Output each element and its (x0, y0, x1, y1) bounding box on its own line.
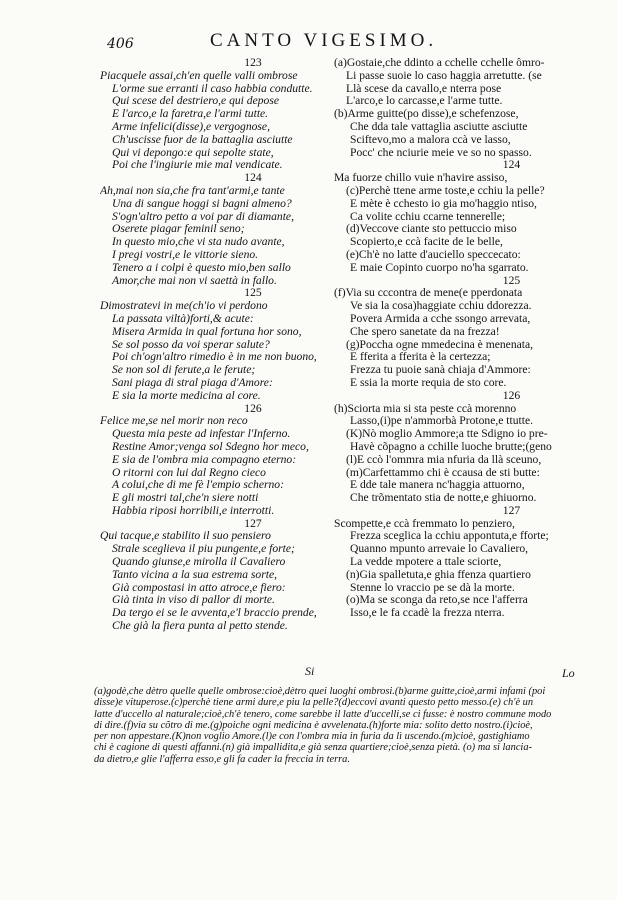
neapolitan-verse-line: (o)Ma se sconga da reto,se nce l'afferra (346, 594, 528, 607)
italian-verse-line: E gli mostri tal,che'n siere notti (112, 492, 259, 505)
footnote-line: disse)e vituperose.(c)perchè tiene armi dure,e piu la pelle?(d)eccovi avanti questo petto messo.(e) ch'è un (94, 697, 534, 709)
italian-verse-line: Quando giunse,e mirolla il Cavaliero (112, 556, 286, 569)
italian-verse-line: In questo mio,che vi sta nudo avante, (112, 236, 285, 249)
neapolitan-verse-line: Llà scese da cavallo,e nterra pose (346, 82, 502, 95)
neapolitan-verse-line: (n)Gia spalletuta,e ghia ffenza quartiero (346, 568, 531, 581)
italian-verse-column (100, 57, 336, 633)
neapolitan-verse-line: Che dda tale vattaglia asciutte asciutte (350, 120, 528, 133)
neapolitan-verse-line: (b)Arme guitte(po disse),e schefenzose, (334, 108, 519, 121)
neapolitan-verse-line: (e)Ch'è no latte d'auciello speccecato: (346, 248, 521, 261)
neapolitan-verse-line: E ssia la morte requia de sto core. (350, 376, 507, 389)
italian-verse-line: Tanto vicina a la sua estrema sorte, (112, 568, 277, 581)
catchword-right: Lo (562, 666, 575, 680)
neapolitan-verse-line: (m)Carfettammo chi è ccausa de sti butte: (346, 466, 540, 479)
italian-verse-line: Se sol posso da voi sperar salute? (112, 338, 270, 351)
footnote-line: da dietro,e glie l'afferra esso,e gli fa cader la freccia in terra. (94, 753, 350, 765)
neapolitan-verse-line: Che spero sanetate da na frezza! (350, 325, 500, 338)
italian-verse-line: Oserete piagar feminil seno; (112, 223, 245, 236)
italian-verse-line: Felice me,se nel morir non reco (100, 415, 248, 428)
italian-verse-line: Dimostratevi in me(ch'io vi perdono (100, 300, 268, 313)
italian-verse-line: S'ogn'altro petto a voi par di diamante, (112, 210, 294, 223)
neapolitan-verse-line: Sciftevo,mo a malora ccà ve lasso, (350, 133, 511, 146)
stanza-number: 127 (244, 516, 262, 530)
neapolitan-verse-line: Quanno mpunto arrevaie lo Cavaliero, (350, 543, 529, 556)
italian-verse-line: Sani piaga di stral piaga d'Amore: (112, 376, 273, 389)
footnote-line: latte d'uccello al naturale;cioè,ch'è tenero, come sarebbe il latte d'uccelli,se ci fusse: è nostro commune modo (94, 708, 552, 720)
neapolitan-verse-line: (h)Sciorta mia si sta peste ccà morenno (334, 402, 517, 415)
neapolitan-verse-line: Povera Armida a cche ssongo arrevata, (350, 312, 531, 325)
neapolitan-verse-line: E dde tale manera nc'haggia attuorno, (350, 479, 525, 492)
italian-verse-line: E l'arco,e la faretra,e l'armi tutte. (112, 108, 269, 121)
neapolitan-verse-line: (d)Veccove ciante sto pettuccio miso (346, 223, 517, 236)
italian-verse-line: Strale sceglieva il piu pungente,e forte; (112, 543, 295, 556)
stanza-number: 124 (244, 171, 262, 185)
neapolitan-verse-line: (K)Nò moglio Ammore;a tte Sdigno io pre- (346, 428, 548, 441)
italian-verse-line: Poi che l'ingiurie mie mal vendicate. (112, 159, 283, 172)
neapolitan-verse-line: Scompette,e ccà fremmato lo penziero, (334, 517, 515, 530)
neapolitan-verse-line: (a)Gostaie,che ddinto a cchelle cchelle ômro- (334, 57, 545, 69)
italian-verse-line: Arme infelici(disse),e vergognose, (112, 120, 270, 133)
italian-verse-line: Tenero a i colpi è questo mio,ben sallo (112, 261, 291, 274)
footnote-line: di dire.(f)via su cõtro di me.(g)poiche ogni medicina è avvelenata.(h)forte mia: solito detto nostro.(i)cioè, (94, 719, 533, 731)
neapolitan-verse-line: E maie Copinto cuorpo no'ha sgarrato. (350, 261, 529, 274)
neapolitan-verse-line: (g)Poccha ogne mmedecina è menenata, (346, 338, 534, 351)
stanza-number: 125 (244, 286, 262, 300)
italian-verse-line: Qui scese del destriero,e qui depose (112, 95, 279, 108)
italian-verse-line: I pregi vostri,e le vittorie sieno. (112, 248, 259, 261)
italian-verse-line: Ch'uscisse fuor de la battaglia asciutte (112, 133, 293, 146)
italian-verse-line: Questa mia peste ad infestar l'Inferno. (112, 428, 291, 441)
italian-verse-line: Piacquele assai,ch'en quelle valli ombrose (100, 69, 298, 82)
italian-verse-line: O ritorni con lui dal Regno cieco (112, 466, 266, 479)
neapolitan-verse-line: (l)E ccò l'ommra mia nfuria da llà sceuno, (346, 453, 542, 466)
neapolitan-verse-line: Che trõmentato stia de notte,e ghiuorno. (350, 492, 537, 505)
italian-verse-line: Già tinta in viso di pallor di morte. (112, 594, 275, 607)
stanza-number: 124 (502, 158, 521, 172)
neapolitan-verse-line: Scopierto,e ccà facite de le belle, (350, 236, 503, 249)
stanza-number: 127 (502, 503, 521, 517)
stanza-number: 126 (244, 401, 262, 415)
italian-verse-line: E sia de l'ombra mia compagno eterno: (112, 453, 297, 466)
neapolitan-verse-line: Ma fuorze chillo vuie n'havire assiso, (334, 172, 508, 185)
neapolitan-verse-line: Lasso,(i)pe n'ammorbà Protone,e ttutte. (350, 415, 534, 428)
neapolitan-verse-line: E fferita a fferita è la certezza; (350, 351, 491, 364)
italian-verse-line: Amor,che mai non vi saettà in fallo. (112, 274, 277, 287)
footnote-line: per non appestare.(K)non voglio Amore.(l)e con l'ombra mia in furia da lì uscendo.(m)cioè, gastighiamo (94, 731, 530, 743)
italian-verse-line: Già compostasi in atto atroce,e fiero: (112, 581, 286, 594)
neapolitan-verse-line: Pocc' che nciurie meie ve so no spasso. (350, 146, 532, 159)
neapolitan-verse-line: Havè cõpagno a cchille luoche brutte;(geno (350, 440, 552, 453)
page-number: 406 (107, 36, 134, 52)
neapolitan-verse-line: L'arco,e lo carcasse,e l'arme tutte. (346, 95, 503, 108)
italian-verse-line: Se non sol di ferute,a le ferute; (112, 364, 256, 377)
italian-verse-line: Qui tacque,e stabilito il suo pensiero (100, 530, 271, 543)
neapolitan-verse-line: Ve sia la cosa)haggiate cchiu ddorezza. (350, 300, 532, 313)
italian-verse-line: E sia la morte medicina al core. (112, 389, 261, 402)
neapolitan-verse-line: Frezza tu puoie sanà chiaja d'Ammore: (350, 364, 531, 377)
italian-verse-line: Da tergo ei se le avventa,e'l braccio prende, (112, 607, 317, 620)
footnote-line: chi è cagione di questi affanni.(n) già impallidita,e già senza quartiere;cioè,senza pietà. (o) ma si lancia- (94, 742, 532, 754)
footnote-line: (a)godè,che dètro quelle quelle ombrose:cioè,dètro quei luoghi ombrosi.(b)arme guitte,cioè,armi infami (poi (94, 686, 546, 697)
catchword-left: Si (305, 664, 315, 678)
neapolitan-verse-line: Stenne lo vraccio pe se dà la morte. (350, 581, 515, 594)
italian-verse-line: Poi ch'ogn'altro rimedio è in me non buono, (112, 351, 317, 364)
neapolitan-verse-line: (c)Perchè ttene arme toste,e cchiu la pelle? (346, 184, 545, 197)
neapolitan-verse-line: Ca volite cchiu ccarne tennerelle; (350, 210, 506, 223)
italian-verse-line: Restine Amor;venga sol Sdegno hor meco, (112, 440, 309, 453)
stanza-number: 125 (502, 273, 521, 287)
neapolitan-verse-line: (f)Via su cccontra de mene(e pperdonata (334, 287, 523, 300)
italian-verse-line: Qui vi depongo:e qui sepolte state, (112, 146, 274, 159)
neapolitan-verse-line: La vedde mpotere a ttale sciorte, (350, 556, 502, 569)
neapolitan-verse-column (334, 57, 579, 620)
italian-verse-line: Misera Armida in qual fortuna hor sono, (112, 325, 302, 338)
italian-verse-line: Ah,mai non sia,che fra tant'armi,e tante (100, 184, 285, 197)
italian-verse-line: Una di sangue hoggi si bagni almeno? (112, 197, 292, 210)
stanza-number: 126 (502, 388, 521, 402)
running-title: CANTO VIGESIMO. (210, 30, 438, 51)
neapolitan-verse-line: E mète è cchesto io gia mo'haggio ntiso, (350, 197, 537, 210)
italian-verse-line: La passata viltà)forti,& acute: (112, 312, 254, 325)
italian-verse-line: A colui,che di me fè l'empio scherno: (112, 479, 284, 492)
neapolitan-verse-line: Frezza sceglica la cchiu appontuta,e fforte; (350, 530, 549, 543)
neapolitan-verse-line: Li passe suoie lo caso haggia arretutte. (se (346, 69, 542, 82)
italian-verse-line: Habbia riposi horribili,e interrotti. (112, 504, 275, 517)
neapolitan-verse-line: Isso,e le fa ccadè la frezza nterra. (350, 607, 505, 620)
italian-verse-line: Che già la fiera punta al petto stende. (112, 620, 288, 633)
footnotes (94, 686, 592, 765)
stanza-number: 123 (244, 56, 262, 69)
italian-verse-line: L'orme sue erranti il caso habbia condutte. (112, 82, 313, 95)
